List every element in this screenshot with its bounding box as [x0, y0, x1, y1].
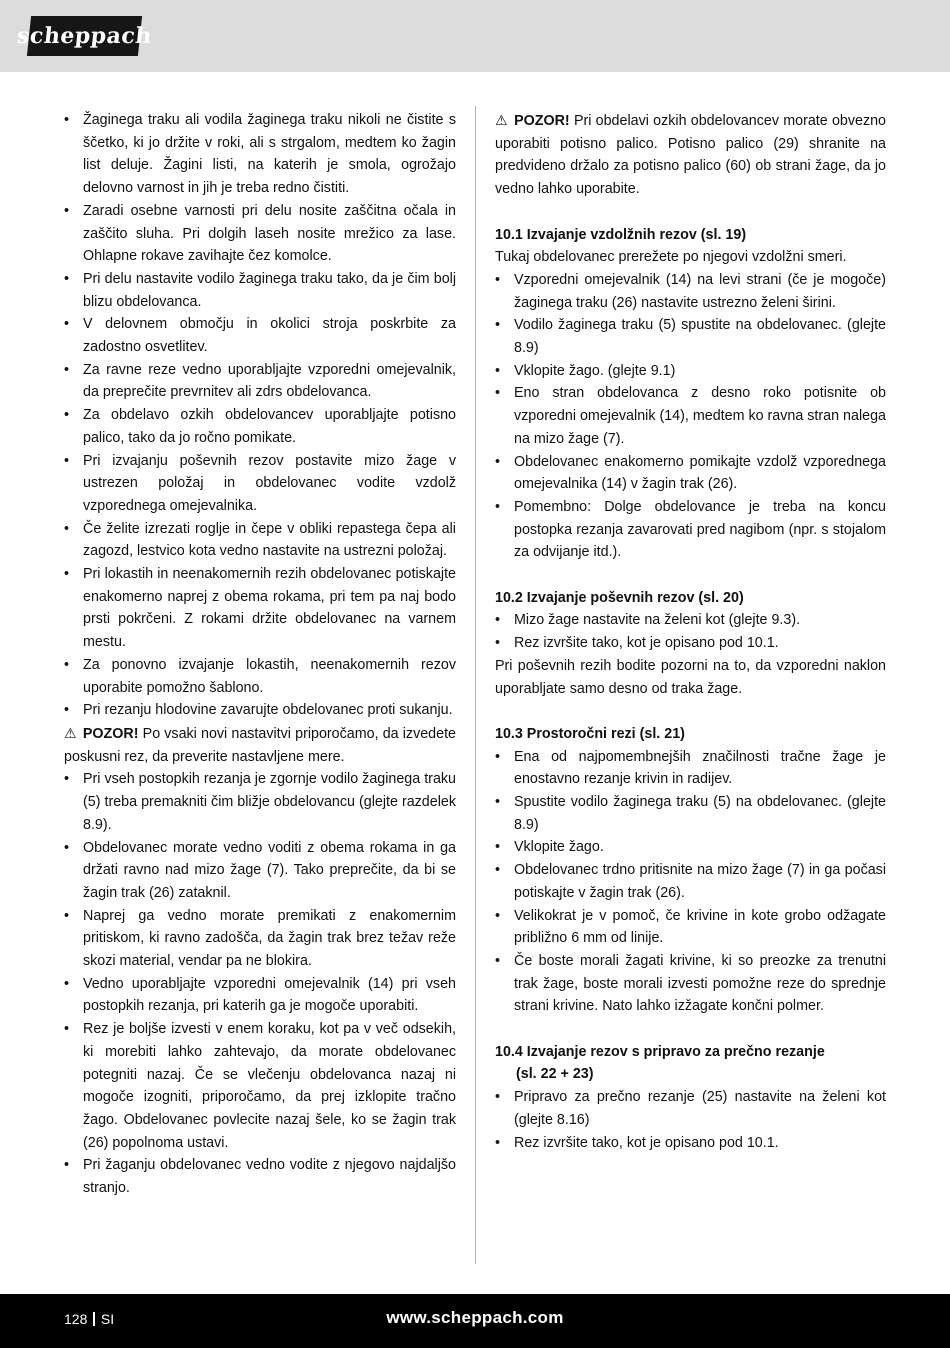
section-list-10-2 [495, 609, 886, 654]
list-item: • Velikokrat je v pomoč, če krivine in kote grobo odžagate približno 6 mm od linije. [495, 905, 886, 950]
section-list-10-4 [495, 1086, 886, 1154]
list-item: • Ena od najpomembnejših značilnosti tračne žage je enostavno rezanje krivin in radijev. [495, 746, 886, 791]
list-item: • Rez izvršite tako, kot je opisano pod 10.1. [495, 632, 886, 655]
list-item: • Če želite izrezati roglje in čepe v obliki repastega čepa ali zagozd, lestvico kota vedno nastavite na ustrezni položaj. [64, 518, 456, 563]
warning-label: POZOR! [82, 725, 139, 742]
list-item: • Pri rezanju hlodovine zavarujte obdelovanec proti sukanju. [64, 699, 456, 722]
list-item: • Za ponovno izvajanje lokastih, neenakomernih rezov uporabite pomožno šablono. [64, 654, 456, 699]
warning-triangle-icon: ⚠ [495, 112, 508, 128]
section-heading-10-4 [495, 1041, 886, 1086]
list-item: • Pri lokastih in neenakomernih rezih obdelovanec potiskajte enakomerno naprej z obema rokama, pri tem pa naj bodo prsti pokrčeni. Z rokami držite obdelovanec na varnem mestu. [64, 563, 456, 654]
heading-line-2: (sl. 22 + 23) [516, 1066, 594, 1083]
page-footer [0, 1294, 950, 1348]
list-item: • Vodilo žaginega traku (5) spustite na obdelovanec. (glejte 8.9) [495, 314, 886, 359]
list-item: • Pri vseh postopkih rezanja je zgornje vodilo žaginega traku (5) treba premakniti čim bližje obdelovancu (glejte razdelek 8.9). [64, 768, 456, 836]
warning-note [64, 722, 456, 768]
column-divider [475, 106, 476, 1264]
right-column [495, 109, 886, 1154]
list-item: • Pri izvajanju poševnih rezov postavite mizo žage v ustrezen položaj in obdelovanec vodite vzdolž vzporednega omejevalnika. [64, 450, 456, 518]
warning-triangle-icon: ⚠ [64, 724, 77, 741]
list-item: • Eno stran obdelovanca z desno roko potisnite ob vzporedni omejevalnik (14), medtem ko ravna stran nalega na mizo žage (7). [495, 382, 886, 450]
section-heading-10-2: 10.2 Izvajanje poševnih rezov (sl. 20) [495, 589, 744, 606]
list-item: • Naprej ga vedno morate premikati z enakomernim pritiskom, ki ravno zadošča, da žagin trak brez težav reže skozi material, vendar pa ne blokira. [64, 905, 456, 973]
website-link[interactable]: www.scheppach.com [386, 1308, 564, 1327]
list-item: • Rez izvršite tako, kot je opisano pod 10.1. [495, 1132, 886, 1155]
brand-logo: scheppach [27, 16, 142, 56]
section-heading-10-3: 10.3 Prostoročni rezi (sl. 21) [495, 725, 685, 742]
list-item: • Obdelovanec morate vedno voditi z obema rokama in ga držati ravno nad mizo žage (7). Tako preprečite, da bi se žagin trak (26) zataknil. [64, 837, 456, 905]
list-item: • Vedno uporabljajte vzporedni omejevalnik (14) pri vseh postopkih rezanja, pri katerih ga je mogoče uporabiti. [64, 973, 456, 1018]
warning-text: Pri obdelavi ozkih obdelovancev morate obvezno uporabiti potisno palico. Potisno palico (29) shranite na predvideno držalo za potisno palico (60) ob strani žage, da jo vedno lahko uporabite. [495, 113, 887, 198]
safety-list-1 [64, 109, 456, 722]
list-item: • Rez je boljše izvesti v enem koraku, kot pa v več odsekih, ki morebiti lahko zahtevajo, da morate obdelovanec potegniti nazaj. Če se vlečenju obdelovanca nazaj ni mogoče izogniti, priporočamo, da prej izklopite tračno žago. Obdelovanec povlecite nazaj šele, ko se žagin trak (26) popolnoma ustavi. [64, 1018, 456, 1154]
list-item: • Pri delu nastavite vodilo žaginega traku tako, da je čim bolj blizu obdelovanca. [64, 268, 456, 313]
list-item: • Pri žaganju obdelovanec vedno vodite z njegovo najdaljšo stranjo. [64, 1154, 456, 1199]
list-item: • Mizo žage nastavite na želeni kot (glejte 9.3). [495, 609, 886, 632]
list-item: • Zaradi osebne varnosti pri delu nosite zaščitna očala in zaščito sluha. Pri dolgih laseh nosite mrežico za lase. Ohlapne rokave zavihajte čez komolce. [64, 200, 456, 268]
section-list-10-1 [495, 269, 886, 564]
list-item: • Za ravne reze vedno uporabljajte vzporedni omejevalnik, da preprečite prevrnitev ali zdrs obdelovanca. [64, 359, 456, 404]
section-intro: Tukaj obdelovanec prerežete po njegovi vzdolžni smeri. [495, 249, 847, 266]
list-item: • Žaginega traku ali vodila žaginega traku nikoli ne čistite s ščetko, ki jo držite v roki, ali s strgalom, medtem ko žagin list deluje. Žagini listi, na katerih je smola, ogrožajo delovno varnost in jih je treba redno čistiti. [64, 109, 456, 200]
list-item: • Obdelovanec enakomerno pomikajte vzdolž vzporednega omejevalnika (14) v žagin trak (26). [495, 451, 886, 496]
list-item: • Pomembno: Dolge obdelovance je treba na koncu postopka rezanja zavarovati pred nagibom (npr. s stojalom za odvijanje itd.). [495, 496, 886, 564]
section-list-10-3 [495, 746, 886, 1018]
left-column [64, 109, 456, 1200]
page-number: 128 [64, 1311, 88, 1327]
list-item: • Obdelovanec trdno pritisnite na mizo žage (7) in ga počasi potiskajte v žagin trak (26). [495, 859, 886, 904]
warning-note [495, 109, 886, 201]
section-note: Pri poševnih rezih bodite pozorni na to, da vzporedni naklon uporabljate samo desno od traka žage. [495, 657, 886, 697]
list-item: • V delovnem območju in okolici stroja poskrbite za zadostno osvetlitev. [64, 313, 456, 358]
list-item: • Za obdelavo ozkih obdelovancev uporabljajte potisno palico, tako da jo ročno pomikate. [64, 404, 456, 449]
list-item: • Vzporedni omejevalnik (14) na levi strani (če je mogoče) žaginega traku (26) nastavite ustrezno želeni širini. [495, 269, 886, 314]
language-code: SI [100, 1311, 115, 1327]
safety-list-2 [64, 768, 456, 1199]
warning-text: Po vsaki novi nastavitvi priporočamo, da izvedete poskusni rez, da preverite nastavljene mere. [64, 725, 456, 765]
section-heading-10-1: 10.1 Izvajanje vzdolžnih rezov (sl. 19) [495, 226, 747, 243]
page-header [0, 0, 950, 72]
list-item: • Pripravo za prečno rezanje (25) nastavite na želeni kot (glejte 8.16) [495, 1086, 886, 1131]
list-item: • Vklopite žago. [495, 836, 886, 859]
list-item: • Če boste morali žagati krivine, ki so preozke za trenutni trak žage, boste morali izvesti pomožne reze do sprednje strani krivine. Nato lahko izžagate končni polmer. [495, 950, 886, 1018]
list-item: • Vklopite žago. (glejte 9.1) [495, 360, 886, 383]
warning-label: POZOR! [514, 113, 570, 129]
heading-line-1: 10.4 Izvajanje rezov s pripravo za prečno rezanje [495, 1043, 825, 1060]
list-item: • Spustite vodilo žaginega traku (5) na obdelovanec. (glejte 8.9) [495, 791, 886, 836]
